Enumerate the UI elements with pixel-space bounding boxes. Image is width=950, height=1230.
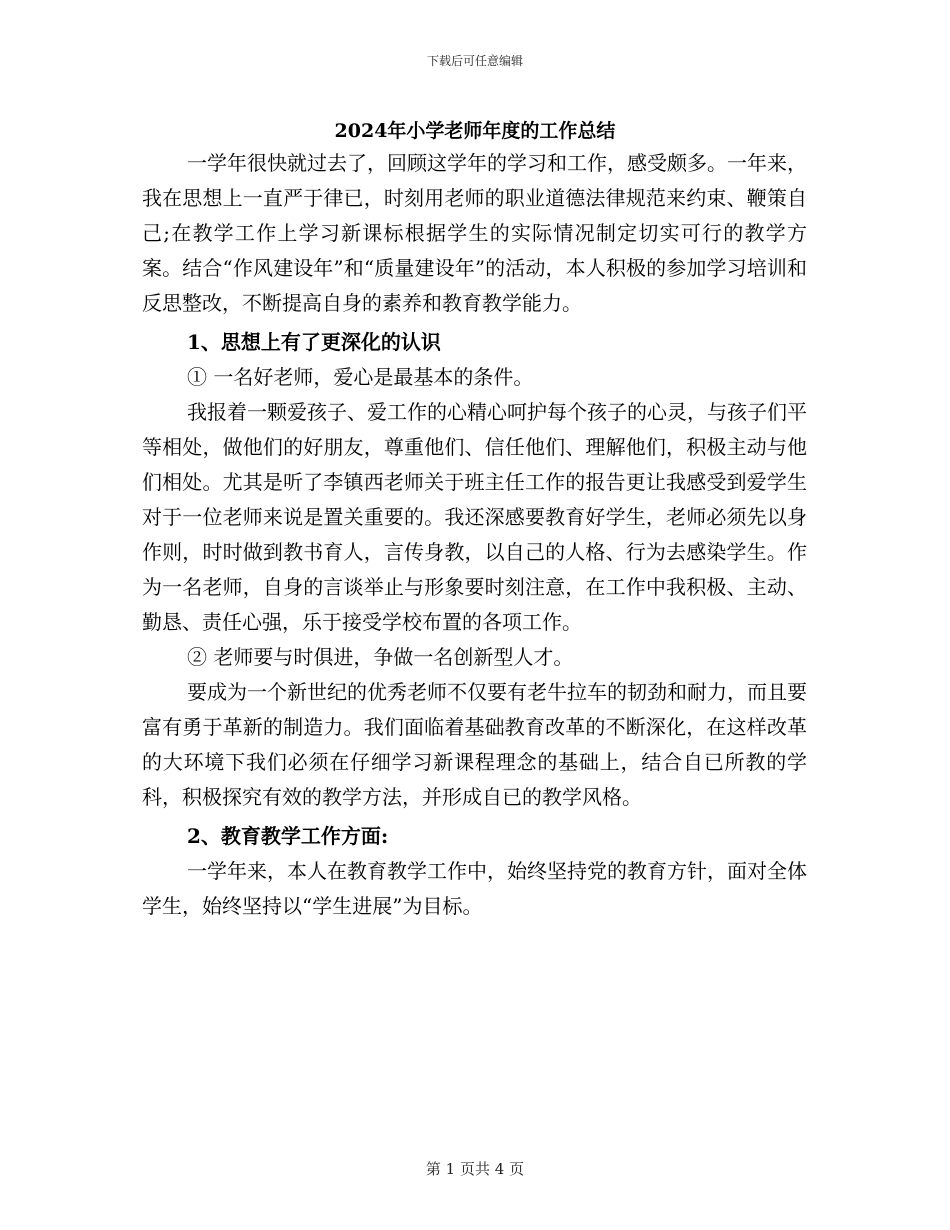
document-body: [142, 146, 807, 924]
section-heading-1: 1、思想上有了更深化的认识: [187, 330, 441, 354]
page-footer: 第 1 页共 4 页: [425, 1160, 525, 1178]
body-paragraph-2: 要成为一个新世纪的优秀老师不仅要有老牛拉车的韧劲和耐力，而且要富有勇于革新的制造力。我们面临着基础教育改革的不断深化，在这样改革的大环境下我们必须在仔细学习新课程理念的基础上，结合自已所教的学科，积极探究有效的教学方法，并形成自已的教学风格。: [142, 680, 807, 809]
subheading-1: ① 一名好老师，爱心是最基本的条件。: [187, 365, 534, 389]
body-paragraph-1: 我报着一颗爱孩子、爱工作的心精心呵护每个孩子的心灵，与孩子们平等相处，做他们的好朋友，尊重他们、信任他们、理解他们，积极主动与他们相处。尤其是听了李镇西老师关于班主任工作的报告更让我感受到爱学生对于一位老师来说是置关重要的。我还深感要教育好学生，老师必须先以身作则，时时做到教书育人，言传身教，以自己的人格、行为去感染学生。作为一名老师，自身的言谈举止与形象要时刻注意，在工作中我积极、主动、勤恳、责任心强，乐于接受学校布置的各项工作。: [142, 400, 807, 634]
subheading-2: ② 老师要与时俱进，争做一名创新型人才。: [187, 645, 574, 669]
page-header: 下载后可任意编辑: [426, 54, 523, 68]
section-heading-2: 2、教育教学工作方面:: [187, 824, 389, 848]
body-paragraph-3: 一学年来，本人在教育教学工作中，始终坚持党的教育方针，面对全体学生，始终坚持以“学生进展”为目标。: [142, 859, 807, 918]
intro-paragraph: 一学年很快就过去了，回顾这学年的学习和工作，感受颇多。一年来，我在思想上一直严于律已，时刻用老师的职业道德法律规范来约束、鞭策自己;在教学工作上学习新课标根据学生的实际情况制定切实可行的教学方案。结合“作风建设年”和“质量建设年”的活动，本人积极的参加学习培训和反思整改，不断提高自身的素养和教育教学能力。: [142, 151, 807, 315]
document-title: 2024年小学老师年度的工作总结: [334, 120, 616, 142]
